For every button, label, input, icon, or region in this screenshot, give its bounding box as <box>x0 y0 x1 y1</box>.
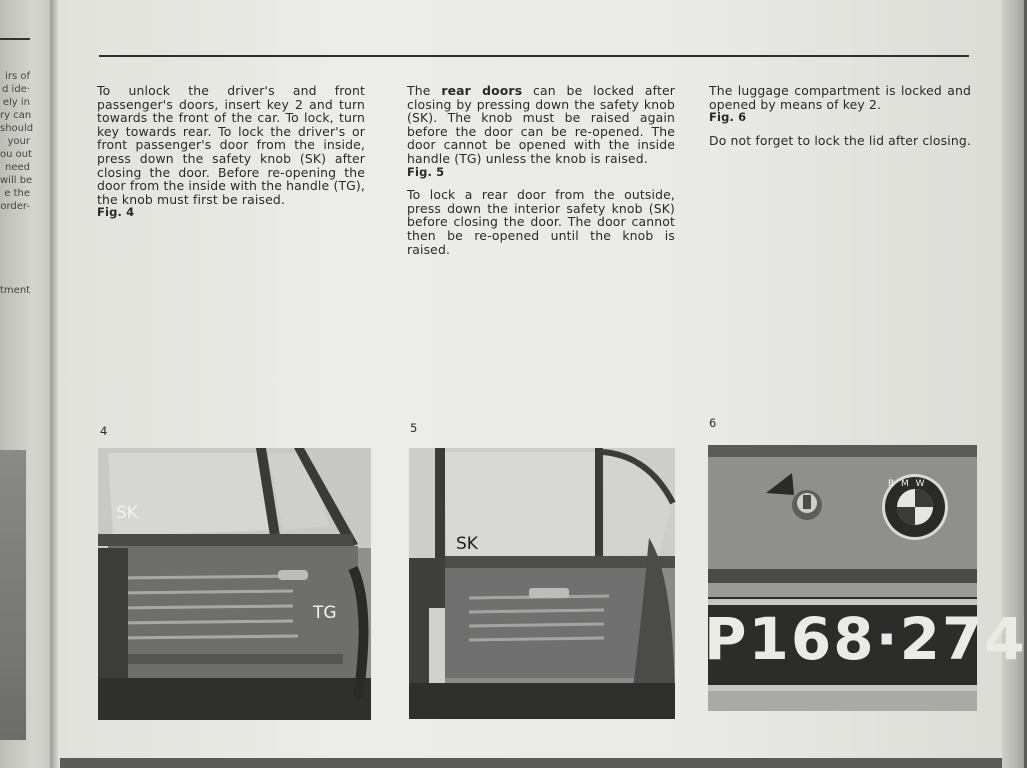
prev-page-fragment: ely in <box>2 97 30 108</box>
lock-lid-paragraph: Do not forget to lock the lid after closing. <box>709 132 971 148</box>
rear-doors-body: can be locked after closing by pressing down the safety knob (SK). The knob must be raised again before the door can be re-opened. The door cannot be opened with the inside handle (TG) unless the knob is raised. <box>407 83 675 166</box>
figure-number-4: 4 <box>100 424 108 438</box>
prev-page-fragment: will be <box>0 175 33 186</box>
figure-4-door-photo <box>98 448 371 720</box>
fig-reference-4: Fig. 4 <box>97 205 135 220</box>
prev-page-fragment: d ide· <box>2 84 30 95</box>
previous-page-photo <box>0 450 26 740</box>
figure-number-5: 5 <box>410 421 418 435</box>
prev-page-fragment: tment <box>0 285 31 296</box>
prev-page-fragment: ry can <box>0 110 32 121</box>
fig-reference-6: Fig. 6 <box>709 110 747 125</box>
prev-page-fragment: should <box>0 123 34 134</box>
label-sk: SK <box>456 534 478 554</box>
rear-door-outside-paragraph: To lock a rear door from the outside, press down the interior safety knob (SK) before closing the door. The door cannot then be re-opened until the knob is raised. <box>407 187 675 257</box>
previous-page-rule <box>0 38 30 40</box>
label-tg: TG <box>313 603 337 623</box>
rear-doors-term: rear doors <box>441 83 523 98</box>
front-doors-paragraph: To unlock the driver's and front passenger's doors, insert key 2 and turn towards the front of the car. To lock, turn key towards rear. To lock the driver's or front passenger's door from the inside, press down the safety knob (SK) after closing the door. Before re-opening the door from the inside with the handle (TG), the knob must first be raised. <box>97 83 365 207</box>
text-column-3 <box>709 84 971 156</box>
license-plate-number: P168·274 <box>704 605 1027 673</box>
figure-5-rear-door-photo <box>409 448 675 719</box>
prev-page-fragment: need <box>5 162 30 173</box>
header-rule <box>99 55 969 57</box>
rear-doors-paragraph <box>407 84 675 166</box>
rear-doors-intro: The <box>407 83 442 98</box>
prev-page-fragment: your <box>7 136 30 147</box>
text-column-2 <box>407 84 675 265</box>
figure-6-trunk-photo <box>704 445 1027 711</box>
fig-reference-5: Fig. 5 <box>407 164 445 179</box>
prev-page-fragment: order- <box>0 201 30 212</box>
prev-page-fragment: irs of <box>5 71 30 82</box>
figure-number-6: 6 <box>709 416 717 430</box>
prev-page-fragment: ou out <box>0 149 33 160</box>
bmw-emblem-lettering: B M W <box>888 479 927 489</box>
text-column-1 <box>97 84 365 220</box>
luggage-paragraph: The luggage compartment is locked and opened by means of key 2. <box>709 83 971 112</box>
prev-page-fragment: e the <box>4 188 30 199</box>
label-sk: SK <box>116 503 138 523</box>
previous-page-edge <box>0 0 56 768</box>
